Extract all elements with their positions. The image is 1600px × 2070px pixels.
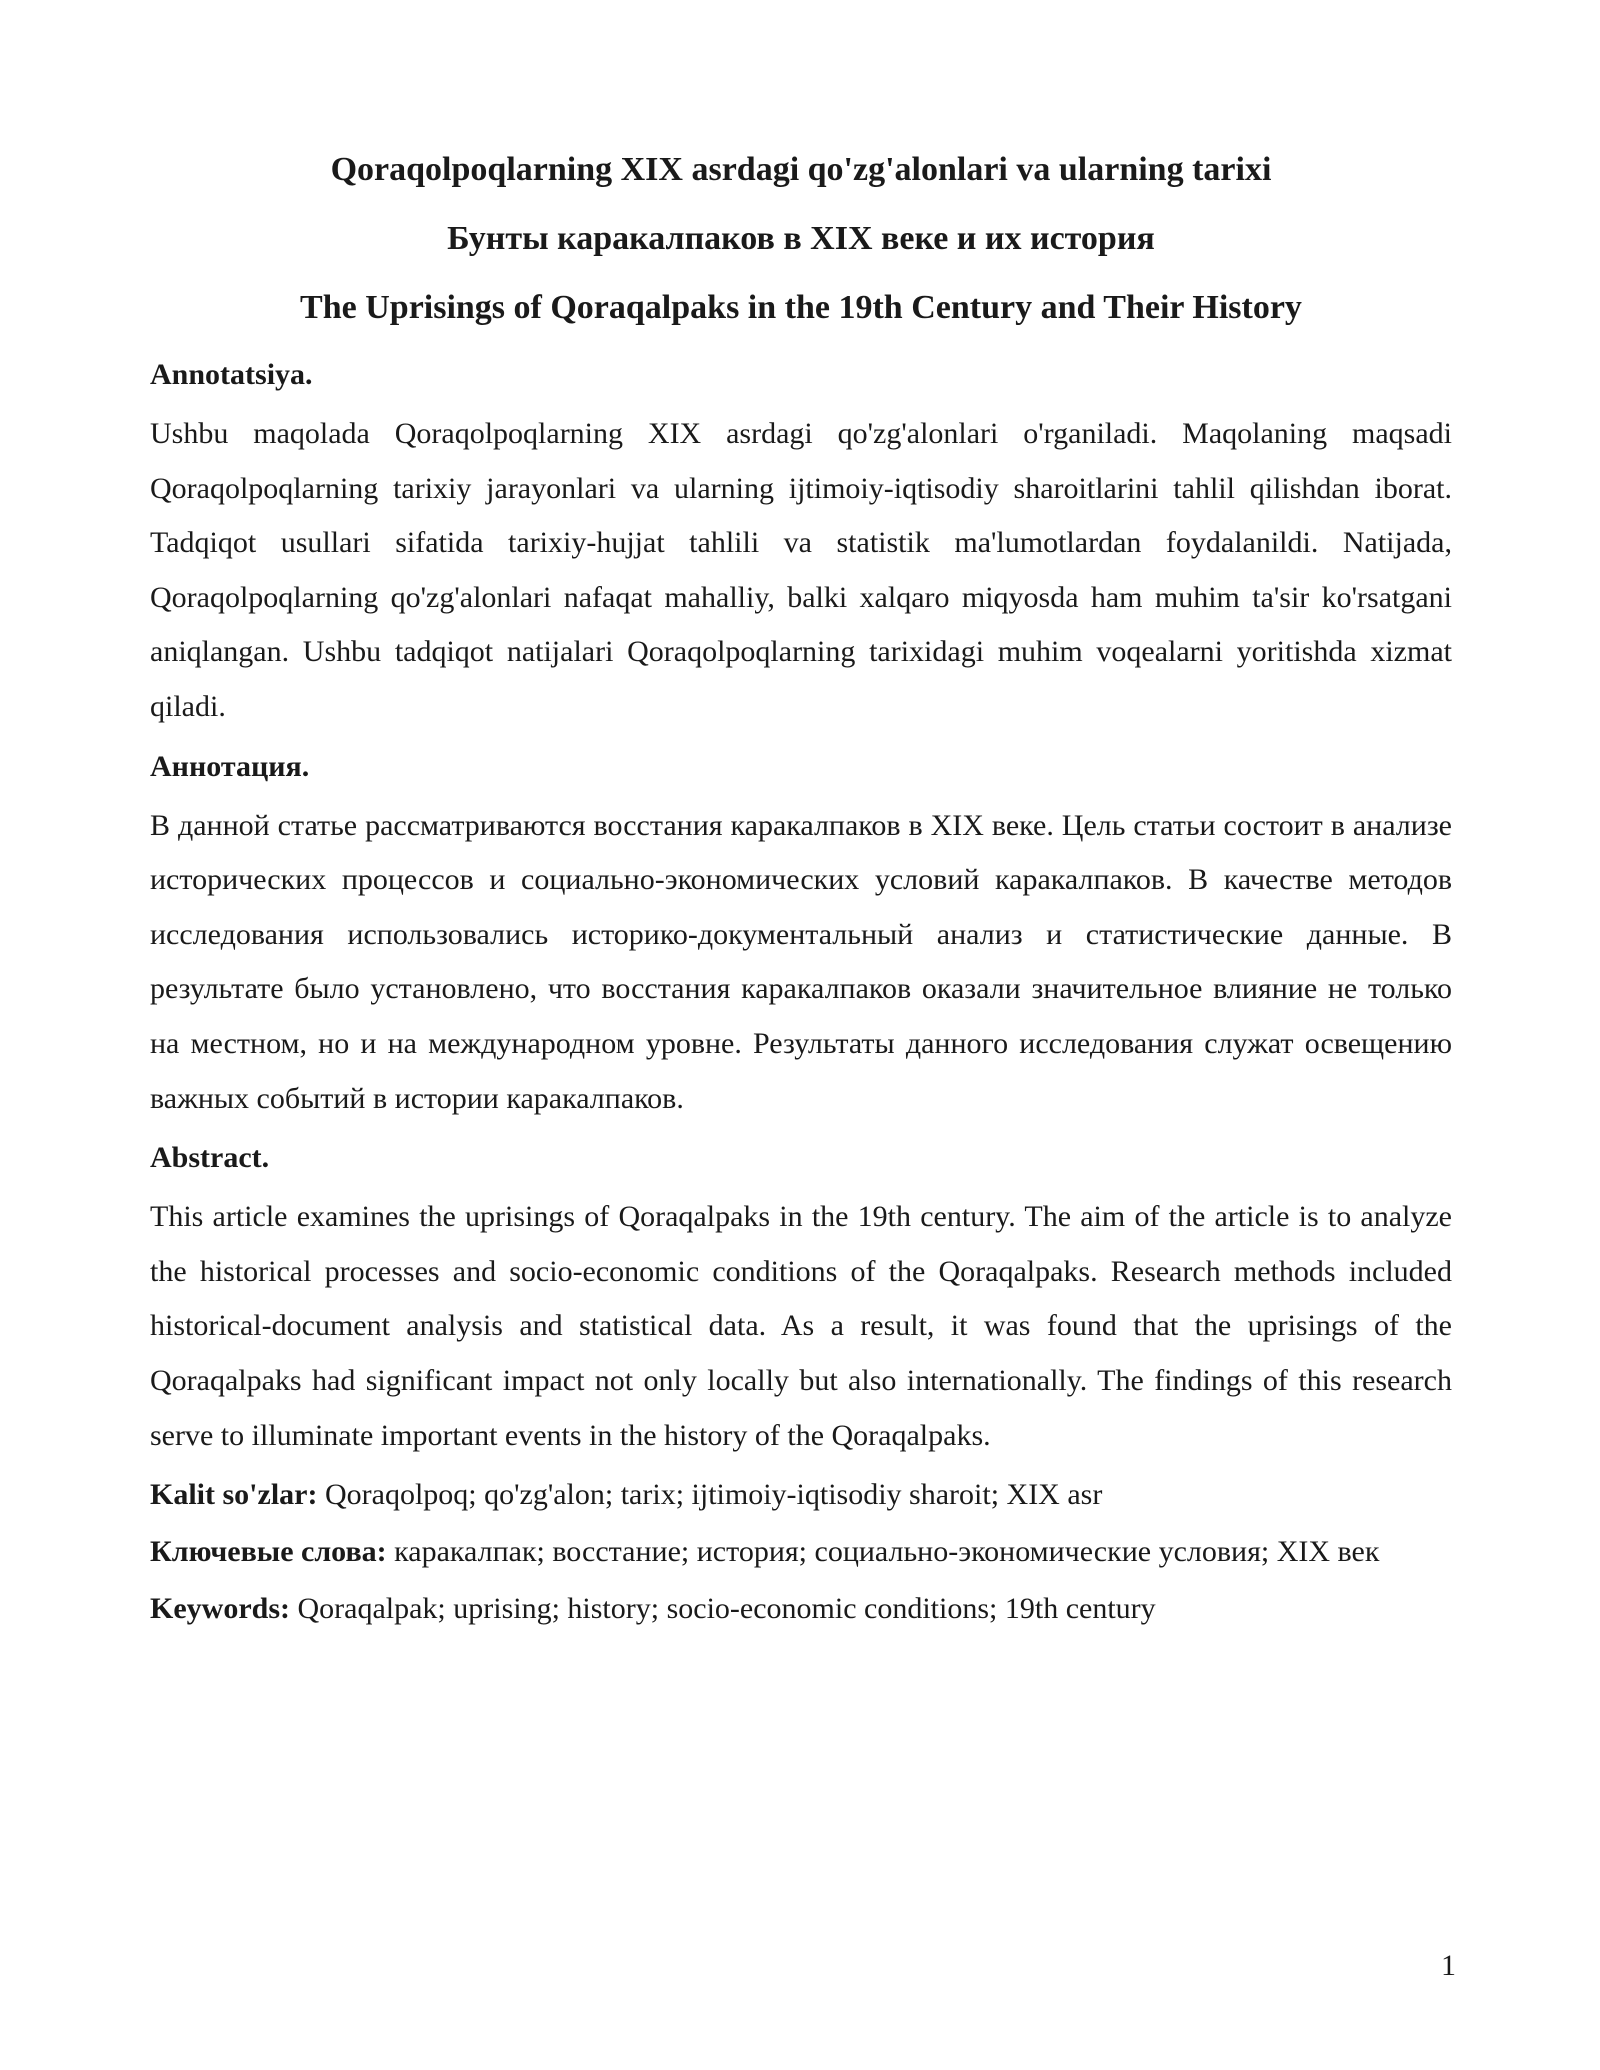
title-russian: Бунты каракалпаков в XIX веке и их история bbox=[447, 220, 1155, 257]
annotation-uz-text: Ushbu maqolada Qoraqolpoqlarning XIX asrdagi qo'zg'alonlari o'rganiladi. Maqolaning maqsadi Qoraqolpoqlarning tarixiy jarayonlari va ularning ijtimoiy-iqtisodiy sharoitlarini tahlil qilishdan iborat. Tadqiqot usullari sifatida tarixiy-hujjat tahlili va statistik ma'lumotlardan foydalanildi. Natijada, Qoraqolpoqlarning qo'zg'alonlari nafaqat mahalliy, balki xalqaro miqyosda ham muhim ta'sir ko'rsatgani aniqlangan. Ushbu tadqiqot natijalari Qoraqolpoqlarning tarixidagi muhim voqealarni yoritishda xizmat qiladi. bbox=[150, 417, 1452, 723]
keywords-uz-label: Kalit so'zlar: bbox=[150, 1478, 318, 1512]
keywords-en-label: Keywords: bbox=[150, 1592, 290, 1626]
abstract-en-heading: Abstract. bbox=[150, 1141, 270, 1175]
keywords-ru-value: каракалпак; восстание; история; социально-экономические условия; XIX век bbox=[386, 1535, 1380, 1569]
annotation-ru-text: В данной статье рассматриваются восстания каракалпаков в XIX веке. Цель статьи состоит в анализе исторических процессов и социально-экономических условий каракалпаков. В качестве методов исследования использовались историко-документальный анализ и статистические данные. В результате было установлено, что восстания каракалпаков оказали значительное влияние не только на местном, но и на международном уровне. Результаты данного исследования служат освещению важных событий в истории каракалпаков. bbox=[150, 808, 1452, 1115]
keywords-en-value: Qoraqalpak; uprising; history; socio-economic conditions; 19th century bbox=[289, 1592, 1156, 1626]
title-uzbek: Qoraqolpoqlarning XIX asrdagi qo'zg'alonlari va ularning tarixi bbox=[330, 151, 1272, 188]
keywords-en bbox=[150, 1589, 1452, 1629]
keywords-ru bbox=[150, 1532, 1452, 1572]
title-english: The Uprisings of Qoraqalpaks in the 19th Century and Their History bbox=[300, 289, 1302, 326]
annotation-ru-heading: Аннотация. bbox=[150, 749, 310, 783]
abstract-en-text: This article examines the uprisings of Qoraqalpaks in the 19th century. The aim of the article is to analyze the historical processes and socio-economic conditions of the Qoraqalpaks. Research methods included historical-document analysis and statistical data. As a result, it was found that the uprisings of the Qoraqalpaks had significant impact not only locally but also internationally. The findings of this research serve to illuminate important events in the history of the Qoraqalpaks. bbox=[150, 1200, 1452, 1452]
keywords-uz-value: Qoraqolpoq; qo'zg'alon; tarix; ijtimoiy-iqtisodiy sharoit; XIX asr bbox=[317, 1478, 1103, 1512]
keywords-ru-label: Ключевые слова: bbox=[150, 1535, 387, 1569]
annotation-uz-heading: Annotatsiya. bbox=[150, 358, 313, 391]
document-page bbox=[150, 148, 1452, 1646]
keywords-uz bbox=[150, 1475, 1452, 1515]
page-number: 1 bbox=[1441, 1949, 1456, 1982]
